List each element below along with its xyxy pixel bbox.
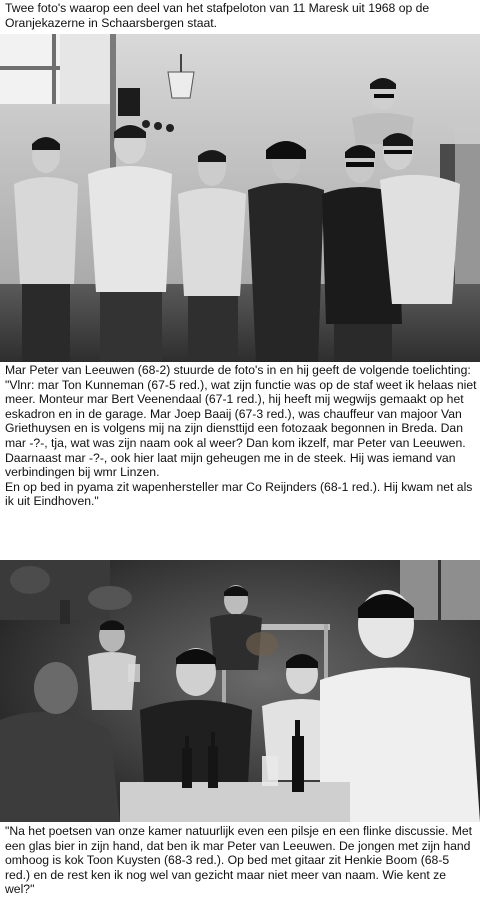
group-photo [0, 34, 480, 362]
caption-bottom: "Na het poetsen van onze kamer natuurlijk even een pilsje en een flinke discussie. Met een glas bier in zijn hand, dat ben ik mar Peter van Leeuwen. De jongen met zijn hand omhoog is kok Toon Kuysten (68-3 red.). Op bed met gitaar zit Henkie Boom (68-5 red.) en de rest ken ik nog wel van gezicht maar niet meer van naam. Wie kent ze wel?" [5, 824, 473, 897]
caption-middle: Mar Peter van Leeuwen (68-2) stuurde de foto's in en hij geeft de volgende toelichting: "Vlnr: mar Ton Kunneman (67-5 red.), wat zijn functie was op de staf weet ik helaas niet meer. Monteur mar Bert Veenendaal (67-1 red.), hij heeft mij wegwijs gemaakt op het eskadron en in de garage. Mar Joep Baaij (67-3 red.), was chauffeur van majoor Van Griethuysen en is volgens mij na zijn diensttijd een fotozaak begonnen in Breda. Dan mar -?-, tja, wat was zijn naam ook al weer? Dan kom ikzelf, mar Peter van Leeuwen. Daarnaast mar -?-, ook hier laat mijn geheugen me in de steek. Hij was iemand van verbindingen bij wmr Linzen. En op bed in pyama zit wapenhersteller mar Co Reijnders (68-1 red.). Hij kwam net als ik uit Eindhoven." [5, 363, 477, 509]
caption-top: Twee foto's waarop een deel van het stafpeloton van 11 Maresk uit 1968 op de Oranjekazerne in Schaarsbergen staat. [5, 1, 430, 30]
barracks-photo [0, 560, 480, 822]
